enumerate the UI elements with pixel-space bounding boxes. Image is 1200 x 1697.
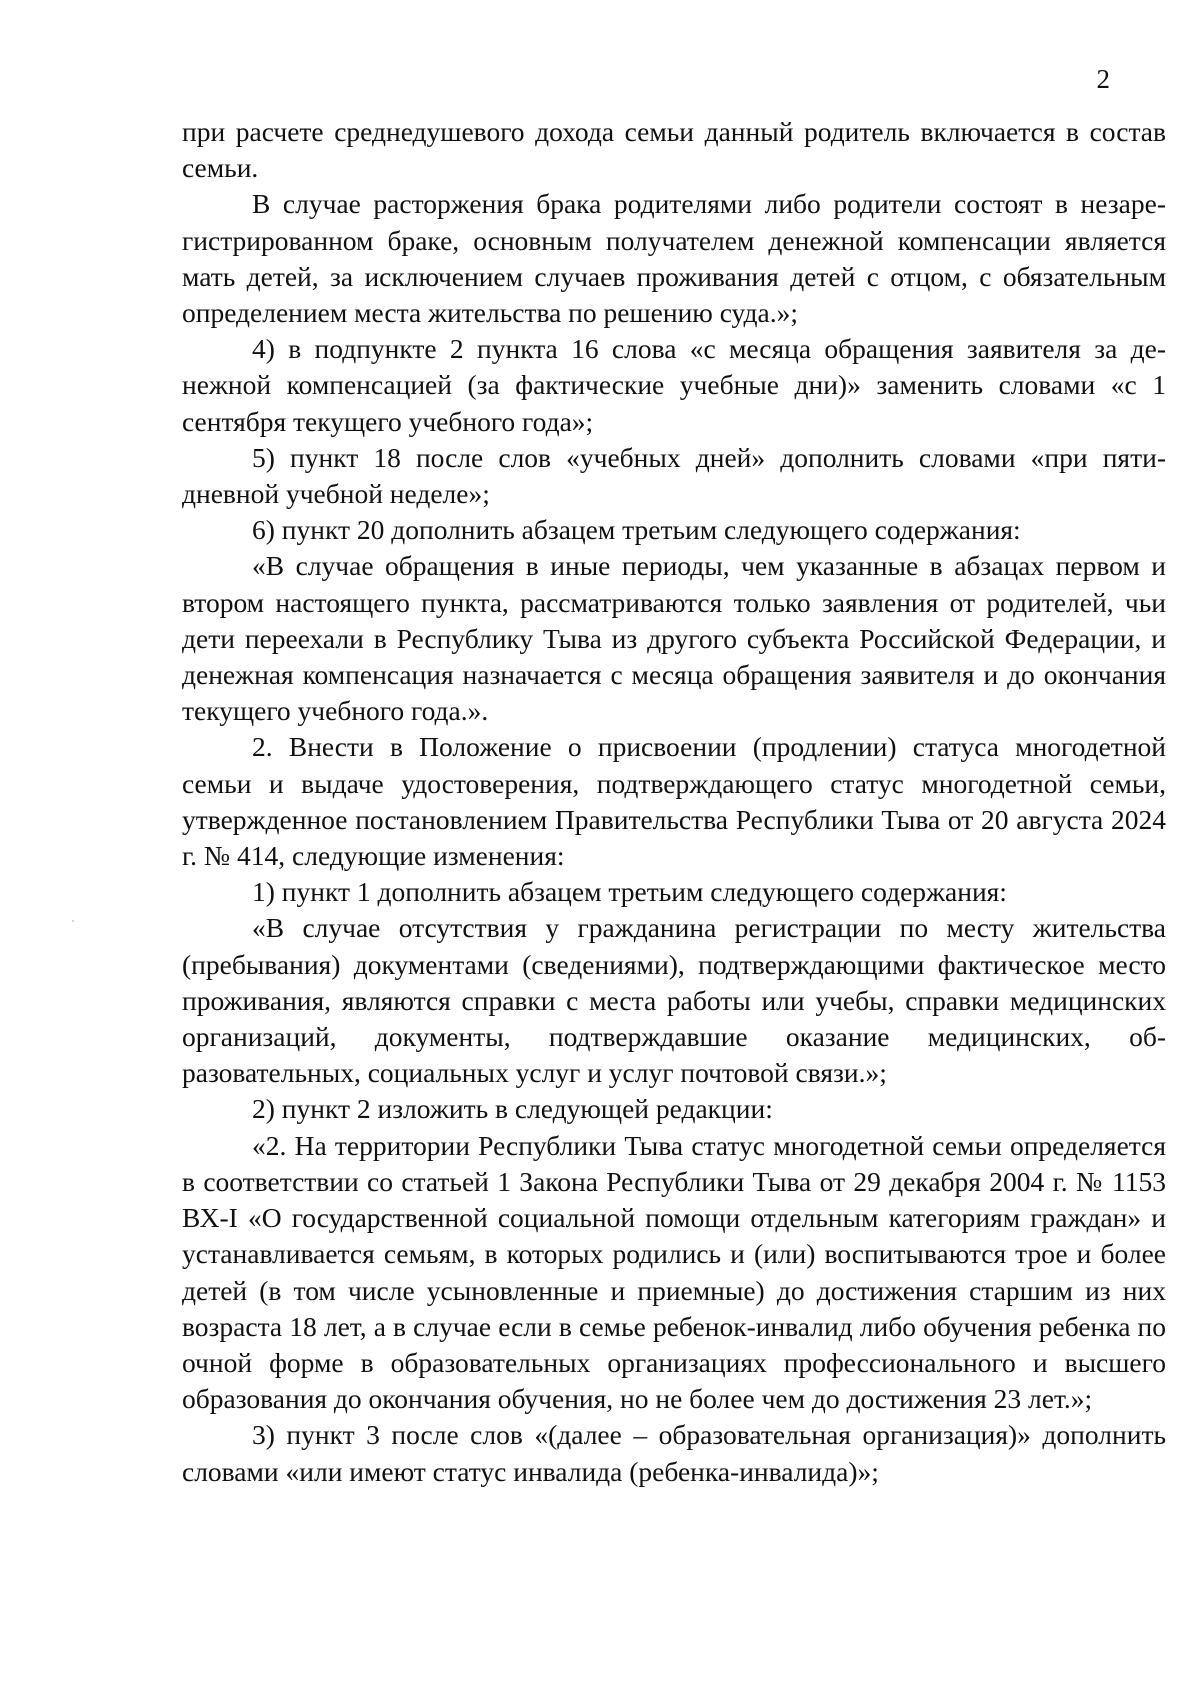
- paragraph-item-5: 5) пункт 18 после слов «учебных дней» дополнить словами «при пятидневной учебной неделе»;: [182, 441, 1166, 510]
- document-body: [182, 114, 1166, 1490]
- paragraph-divorce-case: В случае расторжения брака родителями либо родители состоят в незарегистрированном браке, основным получателем денежной компенсации является мать детей, за исключением случаев проживания детей с отцом, с обязательным определением места жительства по решению суда.»;: [182, 188, 1166, 329]
- paragraph-item-4: 4) в подпункте 2 пункта 16 слова «с месяца обращения заявителя за денежной компенсацией (за фактические учебные дни)» заменить словами «с 1 сентября текущего учебного года»;: [182, 333, 1166, 437]
- paragraph-section-2-item-2-quote: «2. На территории Республики Тыва статус многодетной семьи определяется в соответствии со статьей 1 Закона Республики Тыва от 29 декабря 2004 г. № 1153 ВХ-I «О государственной социальной помощи отдельным категориям граждан» и устанавливается семьям, в которых родились и (или) воспитываются трое и более детей (в том числе усыновленные и приемные) до достижения старшим из них возраста 18 лет, а в случае если в семье ребенок-инвалид либо обучения ребенка по очной форме в образовательных организациях профессионального и высшего образования до окончания обучения, но не более чем до достижения 23 лет.»;: [182, 1129, 1166, 1415]
- paragraph-section-2: 2. Внести в Положение о присвоении (продлении) статуса многодетной семьи и выдаче удостоверения, подтверждающего статус многодетной семьи, утвержденное постановлением Правительства Республики Тыва от 20 августа 2024 г. № 414, следующие изменения:: [182, 731, 1166, 872]
- paragraph-section-2-item-2: 2) пункт 2 изложить в следующей редакции:: [252, 1093, 773, 1125]
- paragraph-section-2-item-3: 3) пункт 3 после слов «(далее – образовательная организация)» дополнить словами «или имеют статус инвалида (ребенка-инвалида)»;: [182, 1419, 1166, 1487]
- paragraph-item-6: 6) пункт 20 дополнить абзацем третьим следующего содержания:: [252, 514, 1021, 546]
- paragraph-item-6-quote: «В случае обращения в иные периоды, чем указанные в абзацах первом и втором настоящего пункта, рассматриваются только заявления от родителей, чьи дети переехали в Республику Тыва из другого субъекта Российской Федерации, и денежная компенсация назначается с месяца обращения заявителя и до окончания текущего учебного года.».: [182, 550, 1166, 727]
- paragraph-section-2-item-1-quote: «В случае отсутствия у гражданина регистрации по месту жительства (пребывания) документами (сведениями), подтверждающими фактическое место проживания, являются справки с места работы или учебы, справки медицинских организаций, документы, подтверждавшие оказание медицинских, образовательных, социальных услуг и услуг почтовой связи.»;: [182, 912, 1166, 1089]
- page-number: 2: [1096, 64, 1110, 94]
- paragraph-continuation: при расчете среднедушевого дохода семьи данный родитель включается в состав семьи.: [182, 116, 1166, 184]
- paragraph-section-2-item-1: 1) пункт 1 дополнить абзацем третьим следующего содержания:: [252, 876, 1007, 908]
- scan-artifact: [72, 920, 74, 922]
